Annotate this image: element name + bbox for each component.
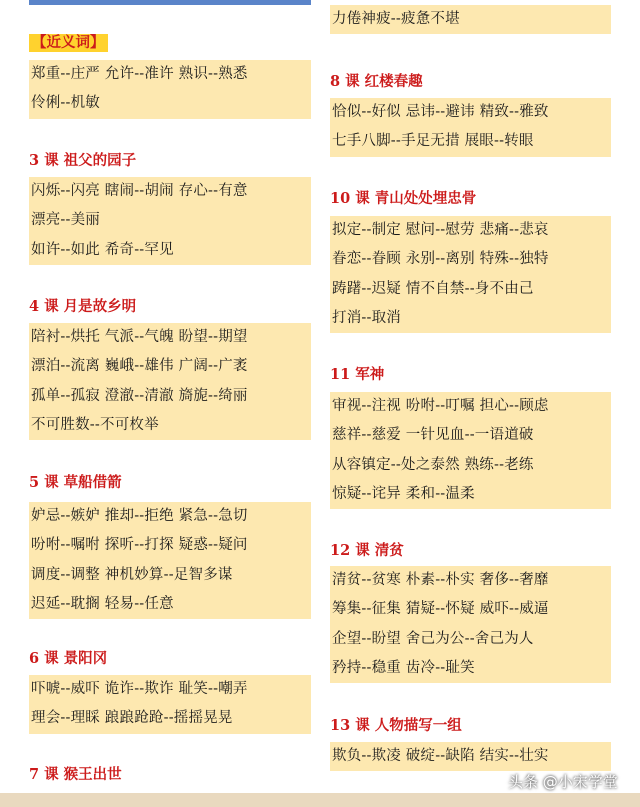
word-pair-row: 郑重--庄严 允许--准许 熟识--熟悉: [31, 66, 248, 82]
word-pair-row: 清贫--贫寒 朴素--朴实 奢侈--奢靡: [332, 572, 549, 588]
word-pair-row: 恰似--好似 忌讳--避讳 精致--雅致: [332, 104, 549, 120]
word-pair-row: 审视--注视 吩咐--叮嘱 担心--顾虑: [332, 398, 549, 414]
word-pair-row: 惊疑--诧异 柔和--温柔: [332, 485, 475, 502]
word-pair-row: 吩咐--嘱咐 探听--打探 疑惑--疑问: [31, 537, 248, 554]
word-pair-row: 闪烁--闪亮 瞎闹--胡闹 存心--有意: [31, 183, 248, 199]
section-heading: 7 课 猴王出世: [29, 766, 122, 783]
word-pair-row: 妒忌--嫉妒 推却--拒绝 紧急--急切: [31, 508, 248, 524]
word-pair-row: 力倦神疲--疲惫不堪: [332, 11, 460, 27]
word-pair-row: 拟定--制定 慰问--慰劳 悲痛--悲哀: [332, 222, 549, 238]
word-pair-row: 不可胜数--不可枚举: [31, 416, 159, 433]
word-pair-box: [330, 392, 611, 509]
word-pair-row: 欺负--欺凌 破绽--缺陷 结实--壮实: [332, 748, 549, 764]
word-pair-box: [330, 5, 611, 34]
word-pair-row: 陪衬--烘托 气派--气魄 盼望--期望: [31, 329, 248, 345]
section-heading: 5 课 草船借箭: [29, 474, 122, 491]
section-heading: 6 课 景阳冈: [29, 650, 108, 667]
word-pair-row: 筹集--征集 猜疑--怀疑 威吓--威逼: [332, 601, 549, 618]
top-accent-bar: [29, 0, 311, 5]
word-pair-box: [29, 323, 311, 440]
word-pair-box: [330, 566, 611, 683]
word-pair-row: 漂亮--美丽: [31, 212, 100, 229]
word-pair-row: 孤单--孤寂 澄澈--清澈 旖旎--绮丽: [31, 387, 248, 404]
word-pair-row: 矜持--稳重 齿冷--耻笑: [332, 659, 475, 676]
section-heading: 4 课 月是故乡明: [29, 298, 137, 315]
word-pair-row: 伶俐--机敏: [31, 95, 100, 112]
word-pair-row: 迟延--耽搁 轻易--任意: [31, 595, 174, 612]
word-pair-row: 如许--如此 希奇--罕见: [31, 241, 174, 258]
section-heading: 10 课 青山处处埋忠骨: [330, 190, 477, 207]
word-pair-box: [29, 177, 311, 265]
section-heading: 【近义词】: [29, 34, 108, 52]
word-pair-row: 从容镇定--处之泰然 熟练--老练: [332, 456, 534, 473]
word-pair-row: 眷恋--眷顾 永别--离别 特殊--独特: [332, 251, 549, 268]
word-pair-row: 理会--理睬 踉踉跄跄--摇摇晃晃: [31, 710, 233, 727]
word-pair-box: [29, 675, 311, 734]
section-heading: 3 课 祖父的园子: [29, 152, 137, 169]
word-pair-row: 吓唬--威吓 诡诈--欺诈 耻笑--嘲弄: [31, 681, 248, 697]
word-pair-row: 打消--取消: [332, 309, 401, 326]
word-pair-row: 企望--盼望 舍己为公--舍己为人: [332, 630, 534, 647]
bottom-band: [0, 793, 640, 807]
section-heading: 13 课 人物描写一组: [330, 717, 462, 734]
word-pair-box: [330, 98, 611, 157]
word-pair-box: [29, 60, 311, 119]
word-pair-box: [330, 742, 611, 771]
word-pair-row: 调度--调整 神机妙算--足智多谋: [31, 566, 233, 583]
section-heading: 8 课 红楼春趣: [330, 73, 423, 90]
word-pair-row: 漂泊--流离 巍峨--雄伟 广阔--广袤: [31, 358, 248, 375]
watermark: 头条 @小宋学堂: [508, 773, 618, 791]
section-heading: 11 军神: [330, 366, 385, 383]
section-heading: 12 课 清贫: [330, 542, 404, 559]
word-pair-row: 慈祥--慈爱 一针见血--一语道破: [332, 427, 534, 444]
word-pair-row: 踌躇--迟疑 情不自禁--身不由己: [332, 280, 534, 297]
word-pair-row: 七手八脚--手足无措 展眼--转眼: [332, 133, 534, 150]
word-pair-box: [29, 502, 311, 619]
word-pair-box: [330, 216, 611, 333]
